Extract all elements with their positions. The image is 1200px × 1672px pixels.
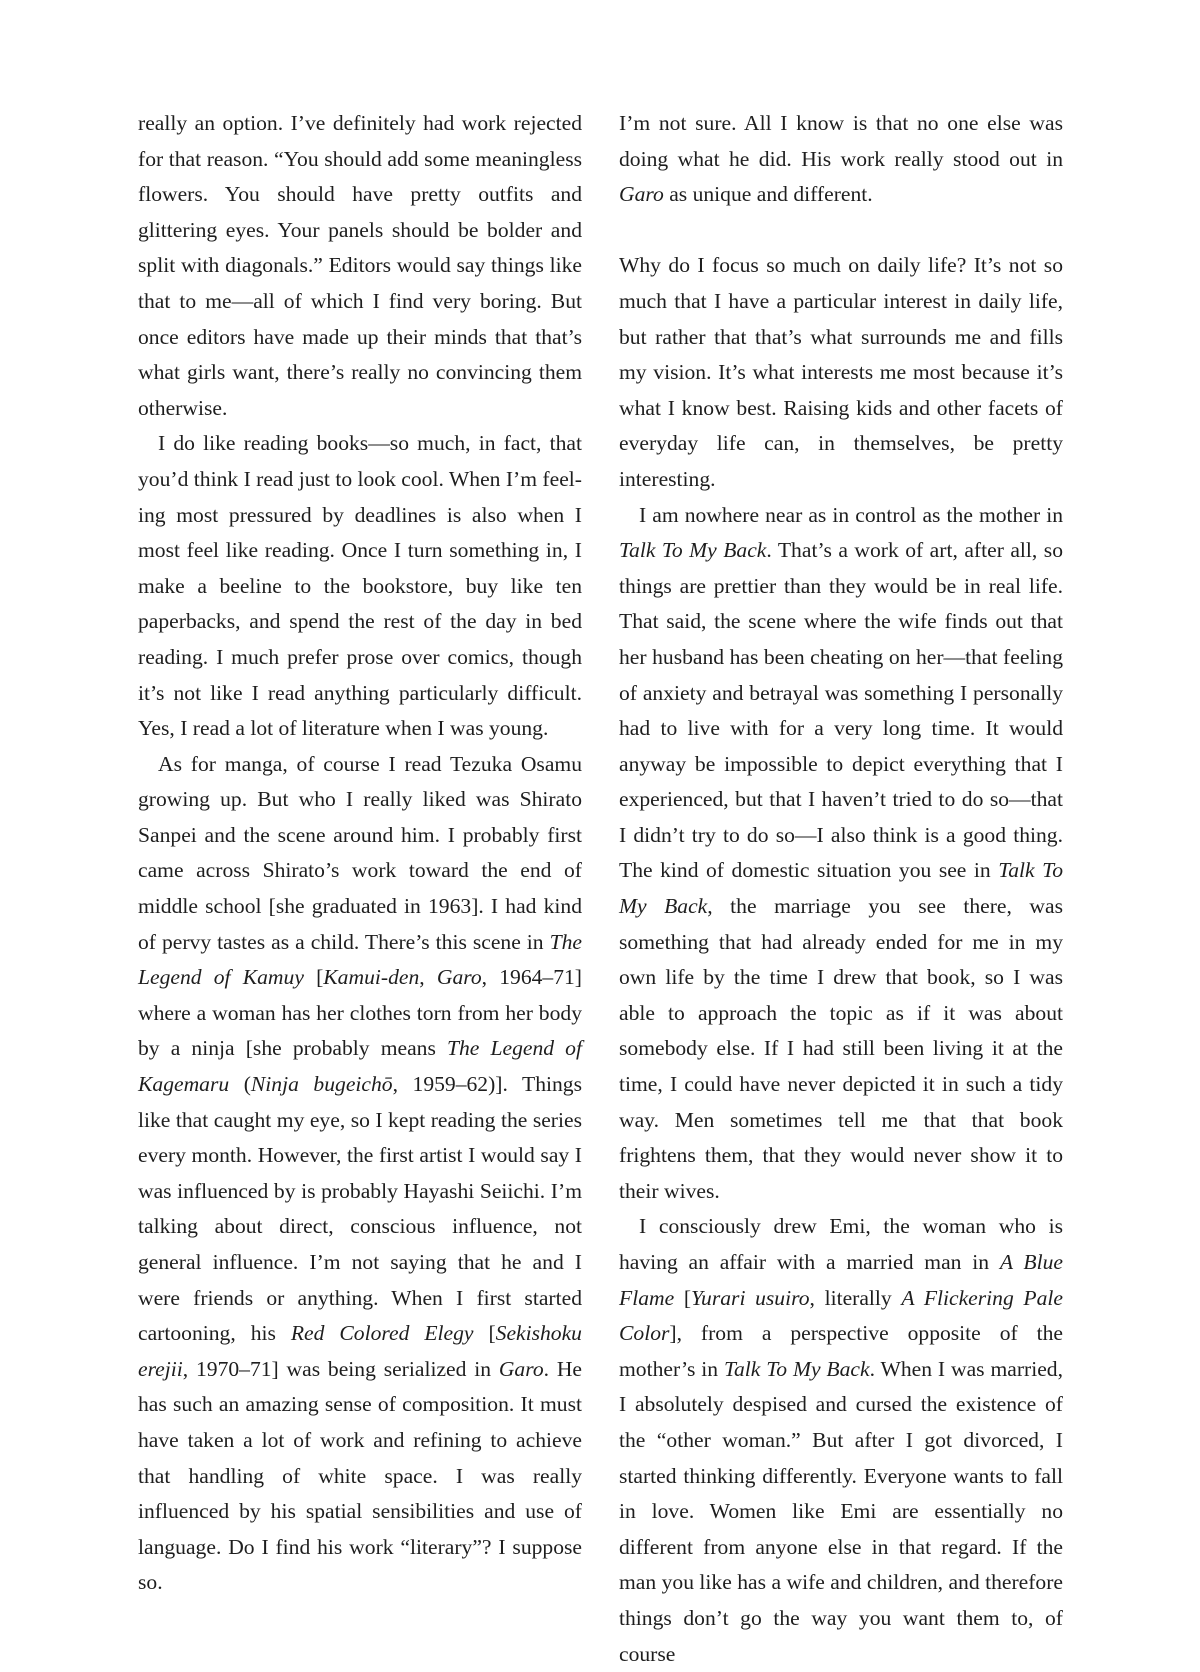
paragraph-text: I consciously drew Emi, the woman who is having an affair with a married man in (619, 1214, 1063, 1274)
paragraph-text: , literally (809, 1285, 902, 1310)
left-text-column (138, 106, 582, 1601)
paragraph-text: , the marriage you see there, was something that had already ended for me in my own life by the time I drew that book, so I was able to approach the topic as if it was about somebody else. If I had still been living it at the time, I could have never depicted it in such a tidy way. Men sometimes tell me that that book frightens them, that they would never show it to their wives. (619, 894, 1063, 1203)
italic-title-text: Garo (436, 965, 482, 990)
italic-title-text: The Legend of Kamuy (138, 929, 582, 990)
body-paragraph (619, 248, 1063, 497)
italic-title-text: Ninja bugeichō (250, 1072, 393, 1097)
paragraph-text: . That’s a work of art, after all, so things are prettier than they would be in real life. That said, the scene where the wife finds out that her husband has been cheating on her—that feeling of anxiety and betrayal was something I personally had to live with for a very long time. It would anyway be impossible to depict everything that I experienced, but that I haven’t tried to do so—that I didn’t try to do so—I also think is a good thing. The kind of domestic situation you see in (619, 538, 1064, 883)
body-paragraph (138, 747, 582, 1601)
italic-title-text: Kamui-den (323, 965, 420, 990)
italic-title-text: Garo (498, 1356, 544, 1381)
paragraph-text: I do like reading books—so much, in fact, that you’d think I read just to look cool. When I’m feeling most pressured by deadlines is also when I most feel like reading. Once I turn something in, I make a beeline to the bookstore, buy like ten paperbacks, and spend the rest of the day in bed reading. I much prefer prose over comics, though it’s not like I read anything particularly difficult. Yes, I read a lot of literature when I was young. (138, 431, 582, 741)
paragraph-text: [ (303, 965, 324, 990)
paragraph-text: ], from a perspective opposite of the mother’s in (619, 1321, 1063, 1381)
paragraph-text: ( (229, 1072, 251, 1097)
italic-title-text: Yurari usuiro (691, 1285, 810, 1310)
italic-title-text: Talk To My Back (723, 1356, 870, 1381)
italic-title-text: Sekishoku erejii (138, 1321, 582, 1381)
body-paragraph (138, 106, 582, 426)
paragraph-text: , 1959–62)]. Things like that caught my eye, so I kept reading the series every month. However, the first artist I would say I was influenced by is probably Hayashi Seiichi. I’m talking about direct, conscious influence, not general influence. I’m not saying that he and I were friends or anything. When I first started cartooning, his (138, 1072, 582, 1346)
italic-title-text: Garo (619, 182, 664, 207)
italic-title-text: The Legend of Kagemaru (138, 1036, 582, 1097)
paragraph-text: [ (674, 1285, 692, 1310)
paragraph-text: As for manga, of course I read Tezuka Osamu growing up. But who I really liked was Shirato Sanpei and the scene around him. I probably first came across Shirato’s work toward the end of middle school [she graduated in 1963]. I had kind of pervy tastes as a child. There’s this scene in (138, 751, 582, 954)
italic-title-text: Red Colored Elegy (290, 1321, 474, 1346)
body-paragraph (619, 498, 1063, 1210)
paragraph-text: , (419, 965, 437, 990)
paragraph-text: really an option. I’ve definitely had work rejected for that reason. “You should add some meaningless flowers. You should have pretty outfits and glittering eyes. Your panels should be bolder and split with diagonals.” Editors would say things like that to me—all of which I find very boring. But once editors have made up their minds that that’s what girls want, there’s really no convincing them otherwise. (138, 111, 582, 420)
body-paragraph (138, 426, 582, 746)
paragraph-text: , 1970–71] was being serialized in (182, 1356, 499, 1381)
paragraph-text: [ (473, 1321, 496, 1346)
italic-title-text: Talk To My Back (619, 538, 767, 563)
paragraph-text: . When I was married, I absolutely despised and cursed the existence of the “other woman.” But after I got divorced, I started thinking differently. Everyone wants to fall in love. Women like Emi are essentially no different from anyone else in that regard. If the man you like has a wife and children, and therefore things don’t go the way you want them to, of course (619, 1356, 1064, 1666)
right-text-column (619, 106, 1063, 1672)
paragraph-text: I’m not sure. All I know is that no one else was doing what he did. His work really stood out in (619, 111, 1063, 171)
paragraph-text: Why do I focus so much on daily life? It’s not so much that I have a particular interest in daily life, but rather that that’s what surrounds me and fills my vision. It’s what interests me most because it’s what I know best. Raising kids and other facets of everyday life can, in themselves, be pretty interesting. (619, 253, 1063, 491)
paragraph-text: I am nowhere near as in control as the mother in (639, 502, 1063, 527)
paragraph-text: . He has such an amazing sense of composition. It must have taken a lot of work and refining to achieve that handling of white space. I was really influenced by his spatial sensibilities and use of language. Do I find his work “literary”? I suppose so. (138, 1356, 583, 1595)
body-paragraph (619, 1209, 1063, 1672)
paragraph-text: , 1964–71] where a woman has her clothes torn from her body by a ninja [she probably means (138, 965, 582, 1061)
italic-title-text: A Flickering Pale Color (619, 1285, 1063, 1346)
italic-title-text: Talk To My Back (619, 858, 1063, 919)
paragraph-text: as unique and different. (663, 182, 873, 207)
italic-title-text: A Blue Flame (619, 1250, 1063, 1310)
body-paragraph (619, 106, 1063, 213)
